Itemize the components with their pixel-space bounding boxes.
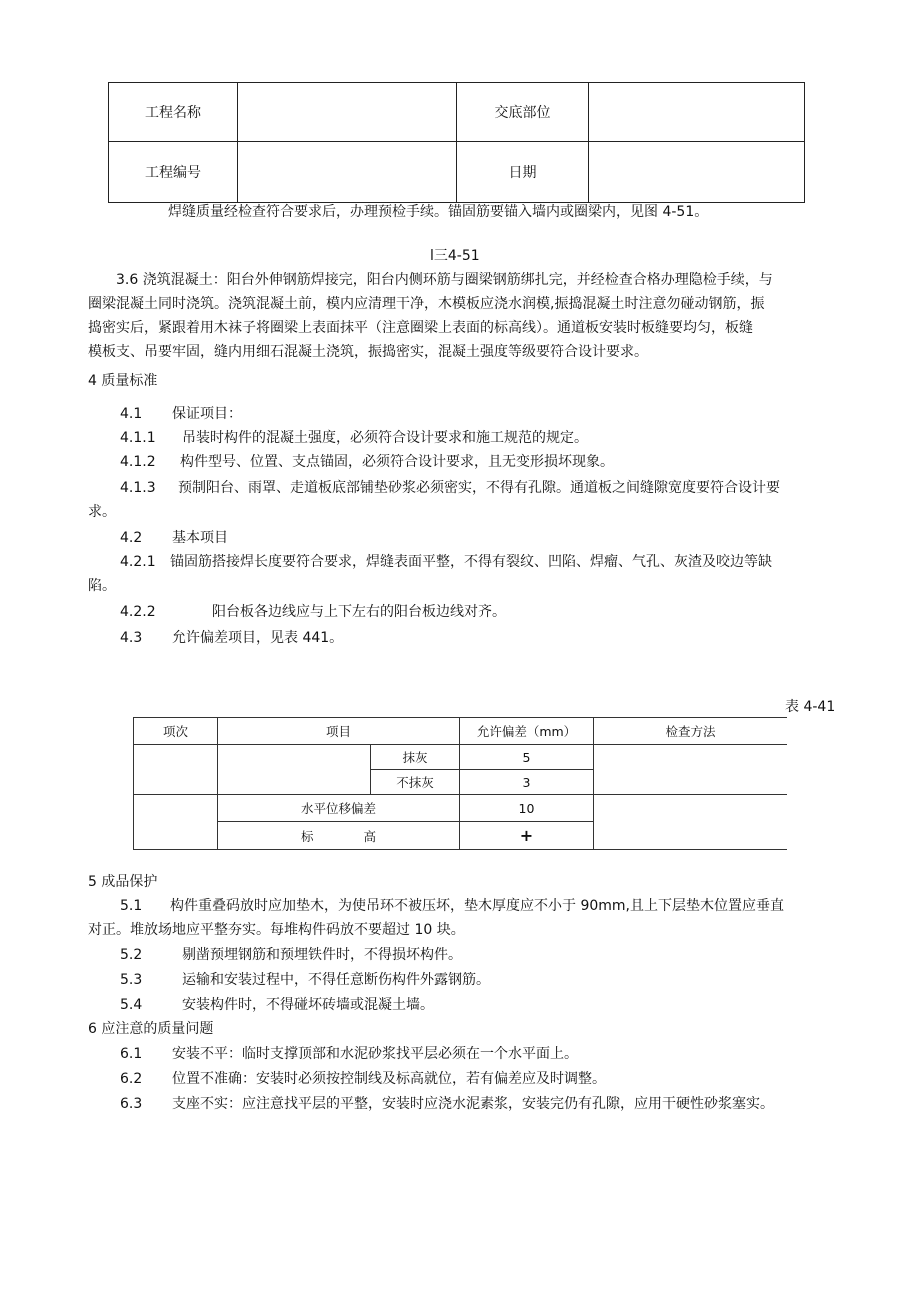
header-table: [108, 82, 805, 203]
date-value: [589, 142, 805, 203]
col-header: 项次: [134, 718, 218, 745]
project-no-label: 工程编号: [109, 142, 238, 203]
figure-caption: l三4-51: [430, 248, 480, 264]
cell: 5: [460, 745, 594, 770]
project-name-value: [238, 83, 457, 142]
section-5-title: 5 成品保护: [88, 874, 158, 890]
project-name-label: 工程名称: [109, 83, 238, 142]
cell: 3: [460, 770, 594, 795]
date-label: 日期: [457, 142, 589, 203]
item-cont: 陷。: [88, 578, 116, 594]
item: 4.2.1 锚固筋搭接焊长度要符合要求，焊缝表面平整，不得有裂纹、凹陷、焊瘤、气孔、灰渣及咬边等缺: [120, 554, 772, 570]
item: 4.2.2 阳台板各边线应与上下左右的阳台板边线对齐。: [120, 604, 506, 620]
item: 4.1.1 吊装时构件的混凝土强度，必须符合设计要求和施工规范的规定。: [120, 430, 588, 446]
item: 4.1.2 构件型号、位置、支点锚固，必须符合设计要求，且无变形损坏现象。: [120, 454, 614, 470]
item: 4.3 允许偏差项目，见表 441。: [120, 630, 344, 646]
section-6-title: 6 应注意的质量问题: [88, 1021, 214, 1037]
s36-line: 3.6 浇筑混凝土：阳台外伸钢筋焊接完，阳台内侧环筋与圈梁钢筋绑扎完，并经检查合格办理隐检手续，与: [116, 272, 773, 288]
s36-line: 圈梁混凝土同时浇筑。浇筑混凝土前，模内应清理干净，木模板应浇水润模,振捣混凝土时注意勿碰动钢筋，振: [88, 296, 765, 312]
tolerance-table: [133, 717, 787, 850]
table-caption: 表 4-41: [785, 699, 836, 715]
item: 6.1 安装不平：临时支撑顶部和水泥砂浆找平层必须在一个水平面上。: [120, 1046, 578, 1062]
item: 5.4 安装构件时，不得碰坏砖墙或混凝土墙。: [120, 997, 434, 1013]
handover-part-value: [589, 83, 805, 142]
cell: 不抹灰: [371, 770, 460, 795]
item: 5.1 构件重叠码放时应加垫木，为使吊环不被压坏，垫木厚度应不小于 90mm,且上下层垫木位置应垂直: [120, 898, 784, 914]
cell: 水平位移偏差: [218, 795, 460, 822]
col-header: 允许偏差（mm）: [460, 718, 594, 745]
handover-part-label: 交底部位: [457, 83, 589, 142]
cell: 抹灰: [371, 745, 460, 770]
section-4-title: 4 质量标准: [88, 373, 158, 389]
item: 4.1 保证项目：: [120, 406, 242, 422]
project-no-value: [238, 142, 457, 203]
item-cont: 求。: [88, 504, 116, 520]
s36-line: 模板支、吊要牢固，缝内用细石混凝土浇筑，振捣密实，混凝土强度等级要符合设计要求。: [88, 344, 648, 360]
cell: 10: [460, 795, 594, 822]
cell: +: [460, 822, 594, 850]
col-header: 检查方法: [594, 718, 788, 745]
item: 5.3 运输和安装过程中，不得任意断伤构件外露钢筋。: [120, 972, 490, 988]
intro-text: 焊缝质量经检查符合要求后，办理预检手续。锚固筋要锚入墙内或圈梁内，见图 4-51。: [168, 204, 709, 220]
s36-line: 捣密实后，紧跟着用木袜子将圈梁上表面抹平（注意圈梁上表面的标高线）。通道板安装时板缝要均匀，板缝: [88, 320, 753, 336]
col-header: 项目: [218, 718, 460, 745]
item: 5.2 剔凿预埋钢筋和预埋铁件时，不得损坏构件。: [120, 947, 462, 963]
cell: 标 高: [218, 822, 460, 850]
item: 4.1.3 预制阳台、雨罩、走道板底部铺垫砂浆必须密实，不得有孔隙。通道板之间缝隙宽度要符合设计要: [120, 480, 780, 496]
item: 6.3 支座不实：应注意找平层的平整，安装时应浇水泥素浆，安装完仍有孔隙，应用干硬性砂浆塞实。: [120, 1096, 774, 1112]
item: 4.2 基本项目: [120, 530, 228, 546]
item: 6.2 位置不准确：安装时必须按控制线及标高就位，若有偏差应及时调整。: [120, 1071, 606, 1087]
item-cont: 对正。堆放场地应平整夯实。每堆构件码放不要超过 10 块。: [88, 922, 465, 938]
